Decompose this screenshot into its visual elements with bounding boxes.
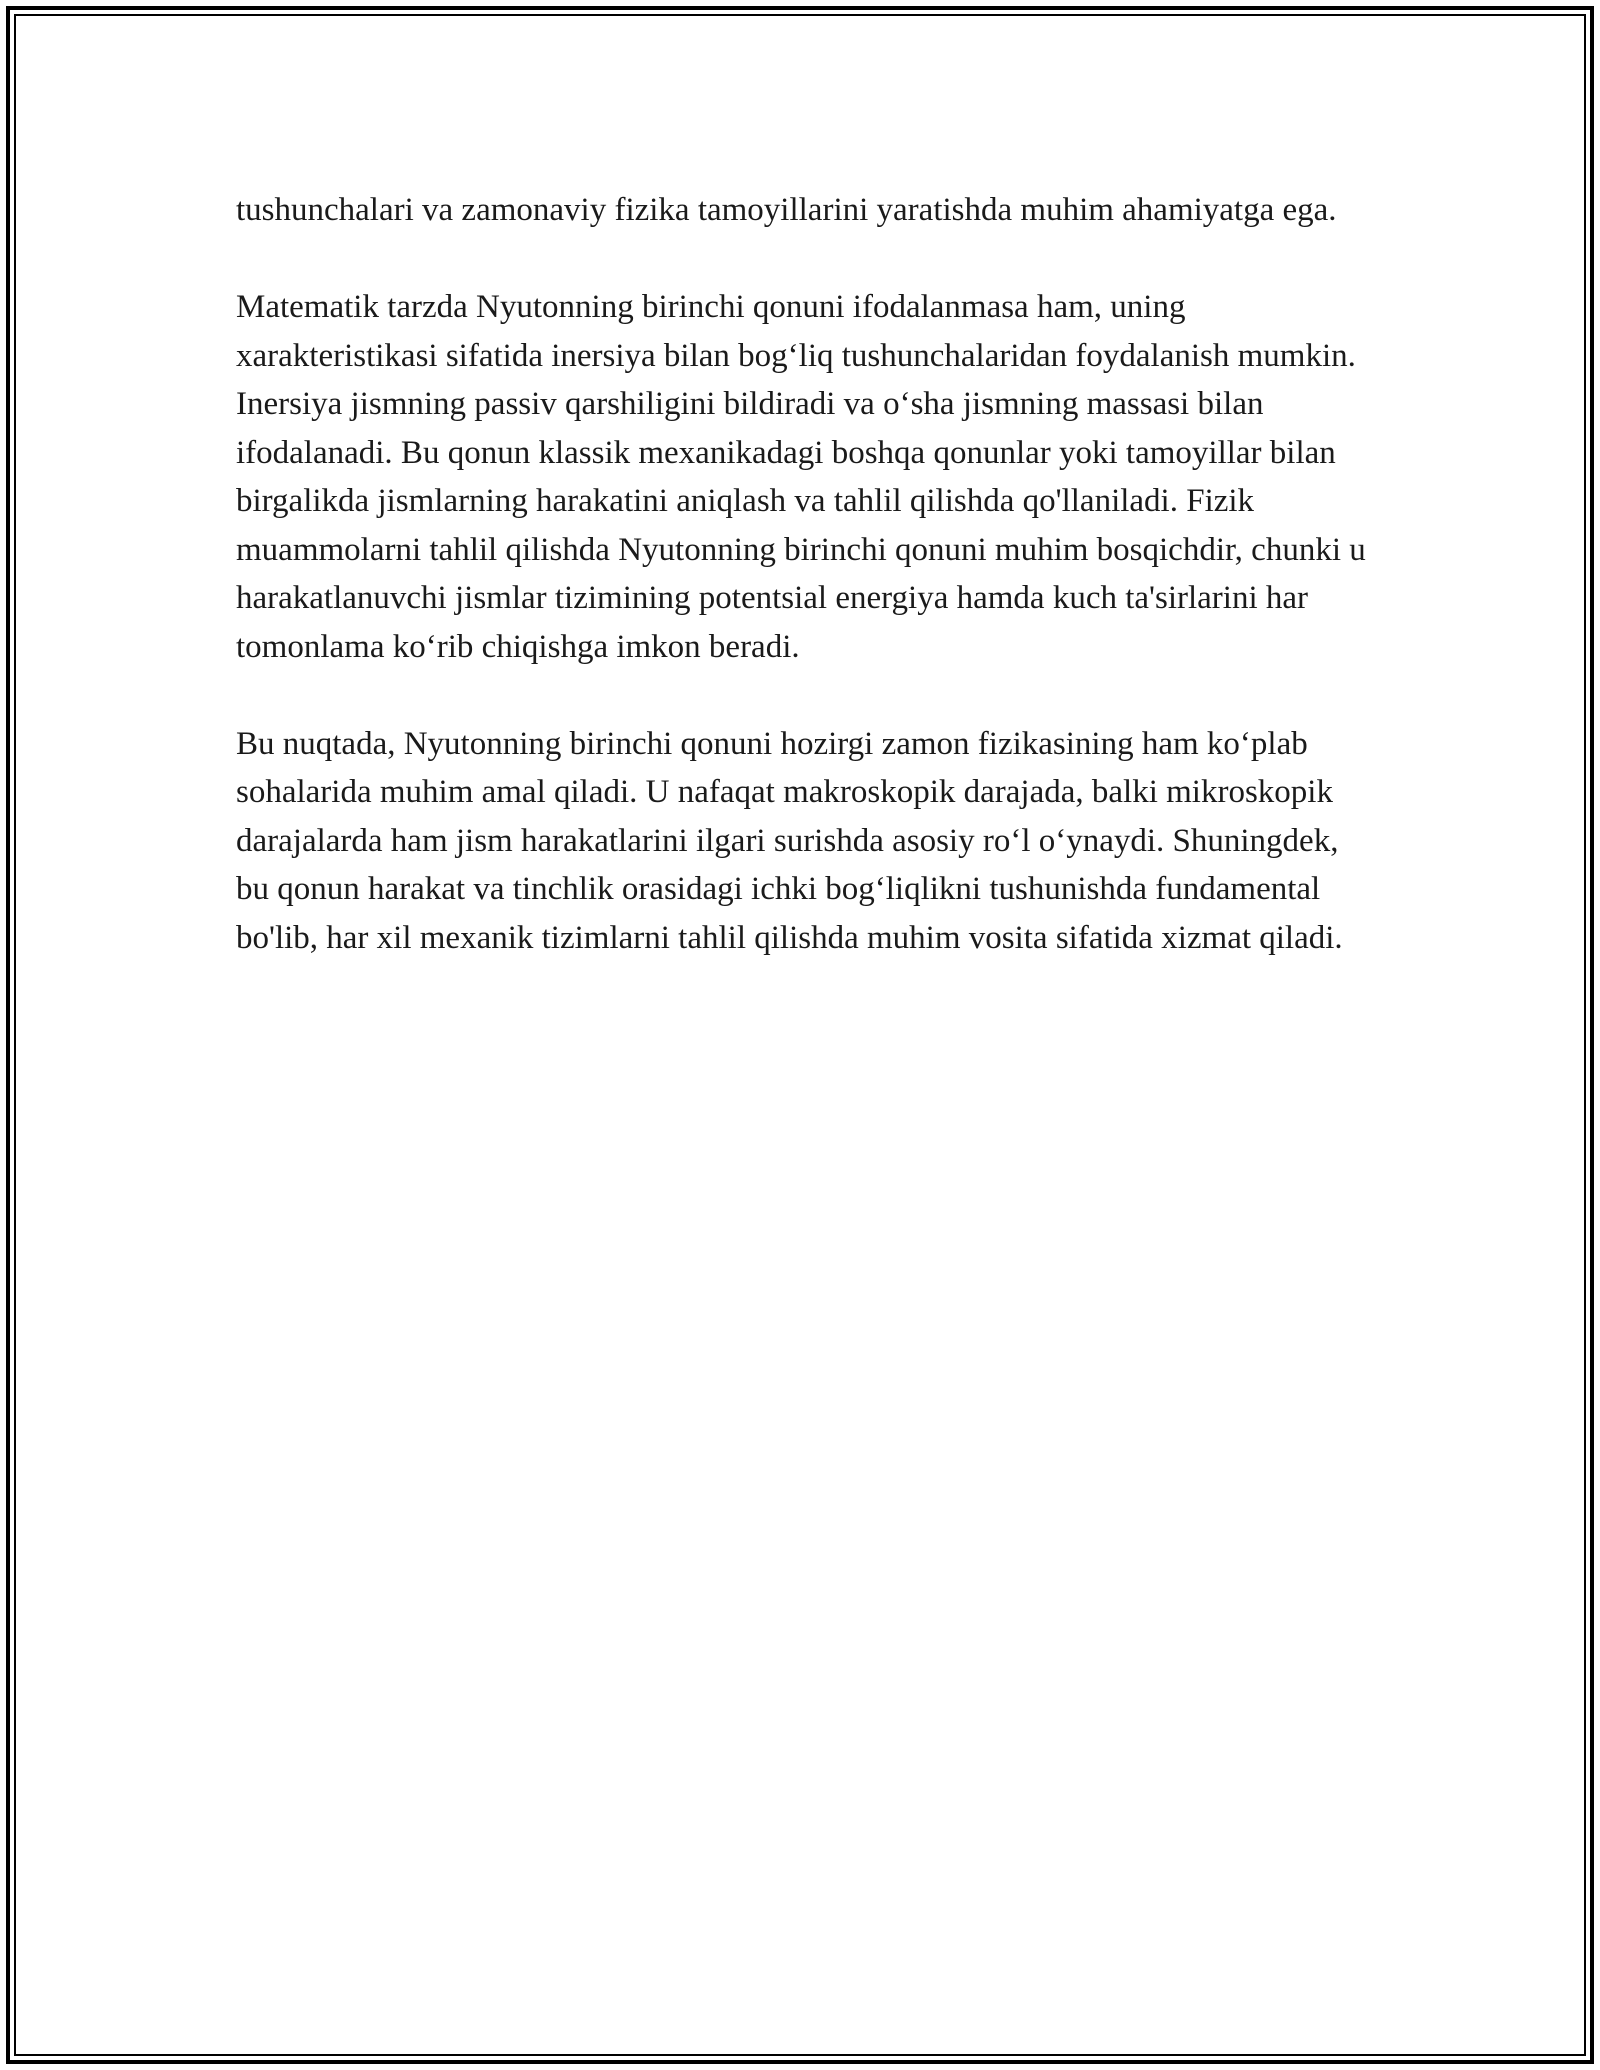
document-body (236, 186, 1376, 1011)
paragraph-inertia: Matematik tarzda Nyutonning birinchi qonuni ifodalanmasa ham, uning xarakteristikasi sifatida inersiya bilan bog‘liq tushunchalaridan foydalanish mumkin. Inersiya jismning passiv qarshiligini bildiradi va o‘sha jismning massasi bilan ifodalanadi. Bu qonun klassik mexanikadagi boshqa qonunlar yoki tamoyillar bilan birgalikda jismlarning harakatini aniqlash va tahlil qilishda qo'llaniladi. Fizik muammolarni tahlil qilishda Nyutonning birinchi qonuni muhim bosqichdir, chunki u harakatlanuvchi jismlar tizimining potentsial energiya hamda kuch ta'sirlarini har tomonlama ko‘rib chiqishga imkon beradi. (236, 289, 1366, 665)
paragraph-continuation: tushunchalari va zamonaviy fizika tamoyillarini yaratishda muhim ahamiyatga ega. (236, 192, 1337, 228)
paragraph-modern-physics: Bu nuqtada, Nyutonning birinchi qonuni hozirgi zamon fizikasining ham ko‘plab sohalarida muhim amal qiladi. U nafaqat makroskopik darajada, balki mikroskopik darajalarda ham jism harakatlarini ilgari surishda asosiy ro‘l o‘ynaydi. Shuningdek, bu qonun harakat va tinchlik orasidagi ichki bog‘liqlikni tushunishda fundamental bo'lib, har xil mexanik tizimlarni tahlil qilishda muhim vosita sifatida xizmat qiladi. (236, 725, 1343, 956)
